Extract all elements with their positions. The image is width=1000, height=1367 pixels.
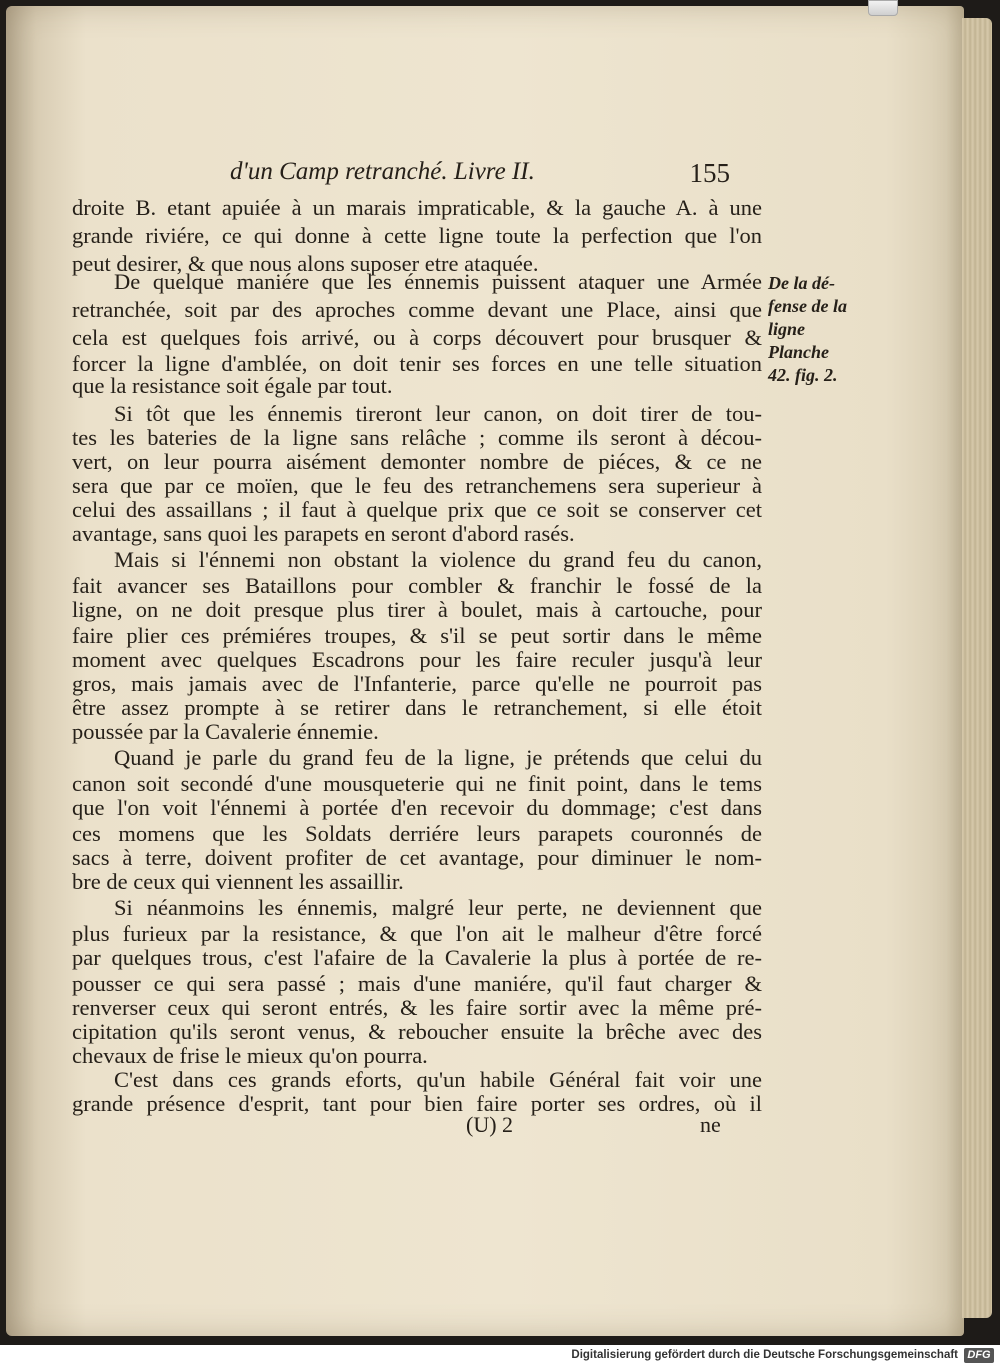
text-line: gros, mais jamais avec de l'Infanterie, parce qu'elle ne pourroit pas xyxy=(72,671,762,696)
text-line: Mais si l'énnemi non obstant la violence du grand feu du canon, xyxy=(114,547,762,572)
text-line: Si néanmoins les énnemis, malgré leur perte, ne deviennent que xyxy=(114,895,762,920)
text-line: faire plier ces prémiéres troupes, & s'il se peut sortir dans le même xyxy=(72,623,762,648)
text-line: par quelques trous, c'est l'afaire de la Cavalerie la plus à portée de re- xyxy=(72,945,762,970)
text-line: grande riviére, ce qui donne à cette ligne toute la perfection que l'on xyxy=(72,223,762,248)
catchword: ne xyxy=(700,1112,721,1137)
text-line: vert, on leur pourra aisément demonter nombre de piéces, & ce ne xyxy=(72,449,762,474)
margin-note-line: 42. fig. 2. xyxy=(768,365,838,385)
running-title: d'un Camp retranché. Livre II. xyxy=(230,158,535,185)
text-line: avantage, sans quoi les parapets en seront d'abord rasés. xyxy=(72,521,575,546)
text-line: être assez prompte à se retirer dans le retranchement, si elle étoit xyxy=(72,695,762,720)
text-line: cela est quelques fois arrivé, ou à corps découvert pour brusquer & xyxy=(72,325,762,350)
text-line: droite B. etant apuiée à un marais impraticable, & la gauche A. à une xyxy=(72,195,762,220)
margin-note xyxy=(768,272,858,387)
text-line: bre de ceux qui viennent les assaillir. xyxy=(72,869,404,894)
text-line: chevaux de frise le mieux qu'on pourra. xyxy=(72,1043,428,1068)
text-line: celui des assaillans ; il faut à quelque prix que ce soit se conserver cet xyxy=(72,497,762,522)
margin-note-line: De la dé- xyxy=(768,273,835,293)
text-line: moment avec quelques Escadrons pour les faire reculer jusqu'à leur xyxy=(72,647,762,672)
text-line: Quand je parle du grand feu de la ligne, je prétends que celui du xyxy=(114,745,762,770)
footer-bar xyxy=(0,1345,1000,1367)
text-line: ligne, on ne doit presque plus tirer à boulet, mais à cartouche, pour xyxy=(72,597,762,622)
text-line: canon soit secondé d'une mousqueterie qui ne finit point, dans le tems xyxy=(72,771,762,796)
margin-note-line: ligne xyxy=(768,319,806,339)
text-line: sacs à terre, doivent profiter de cet avantage, pour diminuer le nom- xyxy=(72,845,762,870)
text-line: retranchée, soit par des aproches comme devant une Place, ainsi que xyxy=(72,297,762,322)
text-line: cipitation qu'ils seront venus, & reboucher ensuite la brêche avec des xyxy=(72,1019,762,1044)
running-head xyxy=(230,158,730,192)
text-line: forcer la ligne d'amblée, on doit tenir ses forces en une telle situation xyxy=(72,351,762,376)
text-line: plus furieux par la resistance, & que l'on ait le malheur d'être forcé xyxy=(72,921,762,946)
text-line: tes les bateries de la ligne sans relâche ; comme ils seront à décou- xyxy=(72,425,762,450)
margin-note-line: fense de la xyxy=(768,296,847,316)
text-line: ces momens que les Soldats derriére leurs parapets couronnés de xyxy=(72,821,762,846)
text-line: peut desirer, & que nous alons suposer etre ataquée. xyxy=(72,251,539,276)
dfg-logo-icon: DFG xyxy=(964,1348,994,1363)
text-line: que l'on voit l'énnemi à portée d'en recevoir du dommage; c'est dans xyxy=(72,795,762,820)
text-line: sera que par ce moïen, que le feu des retranchemens sera superieur à xyxy=(72,473,762,498)
text-line: fait avancer ses Bataillons pour combler & franchir le fossé de la xyxy=(72,573,762,598)
margin-note-line: Planche xyxy=(768,342,829,362)
text-line: Si tôt que les énnemis tireront leur canon, on doit tirer de tou- xyxy=(114,401,762,426)
text-line: De quelque maniére que les énnemis puissent ataquer une Armée xyxy=(114,269,762,294)
page-number: 155 xyxy=(689,158,730,188)
signature-mark: (U) 2 xyxy=(466,1112,514,1137)
text-line: que la resistance soit égale par tout. xyxy=(72,373,393,398)
page-edges xyxy=(962,18,992,1318)
footer-credit: Digitalisierung gefördert durch die Deutsche Forschungsgemeinschaft xyxy=(571,1349,958,1361)
text-line: C'est dans ces grands eforts, qu'un habile Général fait voir une xyxy=(114,1067,762,1092)
text-line: renverser ceux qui seront entrés, & les faire sortir avec la même pré- xyxy=(72,995,762,1020)
text-line: pousser ce qui sera passé ; mais d'une maniére, qu'il faut charger & xyxy=(72,971,762,996)
text-line: grande présence d'esprit, tant pour bien faire porter ses ordres, où il xyxy=(72,1091,762,1116)
paper-clip xyxy=(868,0,898,16)
text-line: poussée par la Cavalerie énnemie. xyxy=(72,719,379,744)
